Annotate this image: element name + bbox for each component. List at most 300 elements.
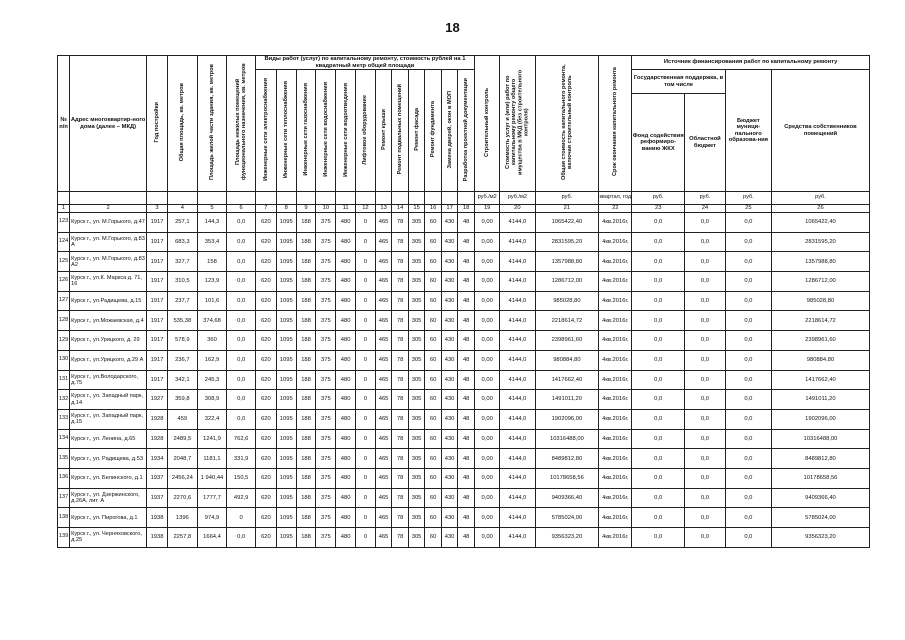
table-row (58, 488, 870, 508)
row-work-cost: 188 (296, 409, 316, 429)
column-number: 23 (632, 205, 685, 213)
row-work-cost: 78 (392, 232, 409, 252)
row-cost-total: 980884,80 (535, 350, 599, 370)
row-work-cost: 60 (425, 291, 442, 311)
row-term: 4кв.2016г. (599, 488, 632, 508)
column-number: 6 (227, 205, 256, 213)
row-work-cost: 60 (425, 213, 442, 233)
row-work-cost: 305 (408, 429, 425, 449)
header-municipal: Бюджет муници-пального образова-ния (725, 70, 771, 192)
row-municipal: 0,0 (725, 291, 771, 311)
row-area-nonres: 0,0 (227, 528, 256, 548)
row-work-cost: 465 (375, 252, 392, 272)
row-cost-total: 2831595,20 (535, 232, 599, 252)
row-work-cost: 375 (316, 488, 336, 508)
unit-cost-sqm: руб./м2 (500, 192, 535, 205)
row-municipal: 0,0 (725, 272, 771, 292)
row-work-cost: 305 (408, 331, 425, 351)
row-control: 0,00 (475, 429, 500, 449)
column-number: 3 (147, 205, 168, 213)
row-work-cost: 48 (458, 468, 475, 488)
row-cost-sqm: 4144,0 (500, 409, 535, 429)
row-work-cost: 60 (425, 232, 442, 252)
row-work-cost: 465 (375, 468, 392, 488)
row-owners: 985028,80 (771, 291, 869, 311)
row-year: 1937 (147, 468, 168, 488)
row-work-cost: 48 (458, 488, 475, 508)
column-number: 22 (599, 205, 632, 213)
row-work-cost: 375 (316, 528, 336, 548)
row-work-cost: 375 (316, 291, 336, 311)
column-number: 5 (197, 205, 227, 213)
row-work-cost: 48 (458, 449, 475, 469)
row-cost-sqm: 4144,0 (500, 468, 535, 488)
row-number: 136 (58, 468, 70, 488)
column-number: 11 (336, 205, 356, 213)
row-area-total: 1396 (167, 508, 197, 528)
row-municipal: 0,0 (725, 449, 771, 469)
row-work-cost: 188 (296, 468, 316, 488)
row-municipal: 0,0 (725, 508, 771, 528)
header-regional: Областной бюджет (685, 94, 726, 192)
row-work-cost: 430 (441, 331, 458, 351)
row-work-cost: 620 (255, 449, 276, 469)
row-work-cost: 48 (458, 409, 475, 429)
row-work-cost: 188 (296, 291, 316, 311)
row-work-cost: 480 (336, 488, 356, 508)
row-work-cost: 480 (336, 291, 356, 311)
row-cost-total: 1286712,00 (535, 272, 599, 292)
row-area-nonres: 0,0 (227, 213, 256, 233)
row-cost-total: 985028,80 (535, 291, 599, 311)
row-fund: 0,0 (632, 232, 685, 252)
row-control: 0,00 (475, 390, 500, 410)
row-work-cost: 430 (441, 291, 458, 311)
row-work-cost: 48 (458, 331, 475, 351)
row-work-cost: 1095 (276, 390, 296, 410)
row-work-cost: 465 (375, 429, 392, 449)
row-work-cost: 375 (316, 370, 336, 390)
row-work-cost: 465 (375, 213, 392, 233)
row-control: 0,00 (475, 370, 500, 390)
row-number: 132 (58, 390, 70, 410)
row-owners: 2398961,60 (771, 331, 869, 351)
row-area-living: 974,9 (197, 508, 227, 528)
row-regional: 0,0 (685, 370, 726, 390)
row-owners: 2218614,72 (771, 311, 869, 331)
row-control: 0,00 (475, 449, 500, 469)
row-work-cost: 78 (392, 370, 409, 390)
row-work-cost: 1095 (276, 508, 296, 528)
row-work-cost: 465 (375, 272, 392, 292)
row-year: 1938 (147, 508, 168, 528)
row-fund: 0,0 (632, 350, 685, 370)
row-work-cost: 48 (458, 429, 475, 449)
row-work-cost: 620 (255, 311, 276, 331)
row-control: 0,00 (475, 232, 500, 252)
row-work-cost: 60 (425, 350, 442, 370)
row-regional: 0,0 (685, 468, 726, 488)
row-area-total: 236,7 (167, 350, 197, 370)
header-control: Строительный контроль (475, 56, 500, 192)
row-area-total: 2456,24 (167, 468, 197, 488)
row-work-cost: 620 (255, 528, 276, 548)
row-work-cost: 480 (336, 252, 356, 272)
row-owners: 980884,80 (771, 350, 869, 370)
header-sources-group: Источник финансирования работ по капитальному ремонту (632, 56, 870, 70)
row-control: 0,00 (475, 488, 500, 508)
row-work-cost: 430 (441, 390, 458, 410)
row-address: Курск г., ул. Западный парк, д.14 (70, 390, 147, 410)
row-term: 4кв.2016г. (599, 508, 632, 528)
row-fund: 0,0 (632, 370, 685, 390)
row-area-living: 374,68 (197, 311, 227, 331)
row-municipal: 0,0 (725, 528, 771, 548)
row-year: 1917 (147, 370, 168, 390)
row-cost-total: 9356323,20 (535, 528, 599, 548)
row-regional: 0,0 (685, 449, 726, 469)
row-work-cost: 48 (458, 291, 475, 311)
row-work-cost: 48 (458, 390, 475, 410)
row-work-cost: 620 (255, 213, 276, 233)
row-cost-sqm: 4144,0 (500, 272, 535, 292)
row-year: 1934 (147, 449, 168, 469)
row-fund: 0,0 (632, 252, 685, 272)
row-cost-sqm: 4144,0 (500, 350, 535, 370)
row-work-cost: 620 (255, 508, 276, 528)
row-area-nonres: 331,9 (227, 449, 256, 469)
row-control: 0,00 (475, 252, 500, 272)
row-work-cost: 480 (336, 370, 356, 390)
row-work-cost: 430 (441, 449, 458, 469)
column-number: 21 (535, 205, 599, 213)
row-work-cost: 78 (392, 390, 409, 410)
table-row (58, 528, 870, 548)
row-year: 1917 (147, 272, 168, 292)
row-work-cost: 480 (336, 508, 356, 528)
row-term: 4кв.2016г. (599, 311, 632, 331)
row-work-cost: 0 (356, 468, 376, 488)
row-work-cost: 305 (408, 468, 425, 488)
row-fund: 0,0 (632, 488, 685, 508)
row-work-cost: 1095 (276, 350, 296, 370)
row-work-cost: 465 (375, 291, 392, 311)
row-area-total: 342,1 (167, 370, 197, 390)
row-area-nonres: 0,0 (227, 291, 256, 311)
row-area-total: 578,9 (167, 331, 197, 351)
row-work-cost: 430 (441, 272, 458, 292)
row-work-cost: 0 (356, 528, 376, 548)
row-address: Курск г., ул.Можаевская, д.4 (70, 311, 147, 331)
row-work-cost: 188 (296, 311, 316, 331)
row-term: 4кв.2016г. (599, 468, 632, 488)
row-work-cost: 1095 (276, 449, 296, 469)
row-area-total: 2257,8 (167, 528, 197, 548)
row-municipal: 0,0 (725, 232, 771, 252)
row-address: Курск г., ул. Ленина, д.65 (70, 429, 147, 449)
unit-regional: руб. (685, 192, 726, 205)
row-address: Курск г., ул.Урицкого, д.29 А (70, 350, 147, 370)
row-area-living: 1664,4 (197, 528, 227, 548)
row-area-nonres: 762,6 (227, 429, 256, 449)
row-work-cost: 1095 (276, 429, 296, 449)
row-address: Курск г., ул. М.Горького, д.83 А (70, 232, 147, 252)
column-number: 7 (255, 205, 276, 213)
row-address: Курск г., ул. Черняховского, д.25 (70, 528, 147, 548)
row-work-cost: 60 (425, 390, 442, 410)
row-year: 1928 (147, 409, 168, 429)
row-work-cost: 1095 (276, 468, 296, 488)
header-no: № п/п (58, 56, 70, 192)
row-work-cost: 465 (375, 409, 392, 429)
row-cost-sqm: 4144,0 (500, 429, 535, 449)
row-fund: 0,0 (632, 468, 685, 488)
row-address: Курск г., ул.Радищева, д.15 (70, 291, 147, 311)
header-fund: Фонд содействия реформиро-ванию ЖКХ (632, 94, 685, 192)
row-area-total: 535,38 (167, 311, 197, 331)
row-work-cost: 48 (458, 272, 475, 292)
row-work-cost: 188 (296, 528, 316, 548)
row-work-cost: 188 (296, 213, 316, 233)
row-work-cost: 620 (255, 252, 276, 272)
row-work-cost: 375 (316, 508, 336, 528)
row-municipal: 0,0 (725, 350, 771, 370)
row-cost-sqm: 4144,0 (500, 528, 535, 548)
row-fund: 0,0 (632, 528, 685, 548)
row-area-nonres: 0,0 (227, 272, 256, 292)
row-work-cost: 375 (316, 409, 336, 429)
row-cost-total: 2218614,72 (535, 311, 599, 331)
row-area-nonres: 0,0 (227, 232, 256, 252)
row-work-cost: 78 (392, 488, 409, 508)
row-work-cost: 0 (356, 252, 376, 272)
row-work-cost: 430 (441, 252, 458, 272)
row-year: 1917 (147, 232, 168, 252)
row-area-nonres: 0,0 (227, 409, 256, 429)
row-work-cost: 465 (375, 350, 392, 370)
row-work-cost: 78 (392, 508, 409, 528)
row-work-cost: 60 (425, 528, 442, 548)
row-fund: 0,0 (632, 409, 685, 429)
row-area-living: 1181,1 (197, 449, 227, 469)
row-address: Курск г., ул. М.Горького, д.47 (70, 213, 147, 233)
row-work-cost: 620 (255, 232, 276, 252)
unit-control: руб./м2 (475, 192, 500, 205)
row-work-cost: 188 (296, 429, 316, 449)
row-work-cost: 0 (356, 390, 376, 410)
row-municipal: 0,0 (725, 468, 771, 488)
units-row (58, 192, 870, 205)
row-work-cost: 305 (408, 272, 425, 292)
row-work-cost: 480 (336, 272, 356, 292)
row-work-cost: 480 (336, 350, 356, 370)
column-number: 25 (725, 205, 771, 213)
row-work-cost: 1095 (276, 232, 296, 252)
row-work-cost: 0 (356, 370, 376, 390)
header-work-9: Ремонт фасада (408, 70, 425, 192)
row-work-cost: 78 (392, 350, 409, 370)
row-regional: 0,0 (685, 429, 726, 449)
row-control: 0,00 (475, 350, 500, 370)
row-control: 0,00 (475, 311, 500, 331)
row-work-cost: 188 (296, 488, 316, 508)
row-control: 0,00 (475, 409, 500, 429)
row-term: 4кв.2016г. (599, 272, 632, 292)
row-fund: 0,0 (632, 429, 685, 449)
table-row (58, 331, 870, 351)
row-work-cost: 305 (408, 350, 425, 370)
row-work-cost: 78 (392, 311, 409, 331)
row-regional: 0,0 (685, 311, 726, 331)
row-fund: 0,0 (632, 213, 685, 233)
row-number: 133 (58, 409, 70, 429)
table-row (58, 429, 870, 449)
row-work-cost: 465 (375, 331, 392, 351)
row-work-cost: 620 (255, 409, 276, 429)
row-work-cost: 465 (375, 232, 392, 252)
row-work-cost: 1095 (276, 370, 296, 390)
row-work-cost: 305 (408, 213, 425, 233)
row-regional: 0,0 (685, 232, 726, 252)
row-owners: 5785024,00 (771, 508, 869, 528)
header-term: Срок окончания капитального ремонта (599, 56, 632, 192)
header-area-nonres: Площадь нежилых помещений функционального назначения, кв. метров (227, 56, 256, 192)
column-number: 18 (458, 205, 475, 213)
unit-owners: руб. (771, 192, 869, 205)
row-work-cost: 1095 (276, 272, 296, 292)
row-regional: 0,0 (685, 488, 726, 508)
row-area-nonres: 492,9 (227, 488, 256, 508)
header-state-support: Государственная поддержка, в том числе (632, 70, 725, 94)
row-work-cost: 0 (356, 291, 376, 311)
row-work-cost: 375 (316, 311, 336, 331)
row-year: 1917 (147, 311, 168, 331)
row-control: 0,00 (475, 528, 500, 548)
row-area-total: 2270,6 (167, 488, 197, 508)
row-cost-total: 1357988,80 (535, 252, 599, 272)
row-fund: 0,0 (632, 390, 685, 410)
row-owners: 10316488,00 (771, 429, 869, 449)
row-work-cost: 60 (425, 409, 442, 429)
row-area-living: 123,9 (197, 272, 227, 292)
row-work-cost: 375 (316, 429, 336, 449)
row-work-cost: 78 (392, 252, 409, 272)
row-work-cost: 305 (408, 252, 425, 272)
row-area-living: 101,6 (197, 291, 227, 311)
header-owners: Средства собственников помещений (771, 70, 869, 192)
row-term: 4кв.2016г. (599, 429, 632, 449)
row-work-cost: 78 (392, 291, 409, 311)
row-number: 130 (58, 350, 70, 370)
row-regional: 0,0 (685, 331, 726, 351)
row-work-cost: 465 (375, 390, 392, 410)
column-numbers-row (58, 205, 870, 213)
row-address: Курск г., ул. Пирогова, д.1 (70, 508, 147, 528)
row-cost-sqm: 4144,0 (500, 232, 535, 252)
row-work-cost: 305 (408, 390, 425, 410)
row-cost-sqm: 4144,0 (500, 252, 535, 272)
row-owners: 1417662,40 (771, 370, 869, 390)
header-area-living: Площадь жилой части здания, кв. метров (197, 56, 227, 192)
row-work-cost: 375 (316, 449, 336, 469)
row-cost-total: 10178658,56 (535, 468, 599, 488)
row-owners: 1902096,00 (771, 409, 869, 429)
row-area-nonres: 150,5 (227, 468, 256, 488)
row-work-cost: 375 (316, 252, 336, 272)
header-work-10: Ремонт фундамента (425, 70, 442, 192)
row-number: 123 (58, 213, 70, 233)
row-work-cost: 48 (458, 350, 475, 370)
row-work-cost: 1095 (276, 331, 296, 351)
row-work-cost: 620 (255, 331, 276, 351)
header-work-8: Ремонт подвальных помещений (392, 70, 409, 192)
row-municipal: 0,0 (725, 252, 771, 272)
row-work-cost: 480 (336, 449, 356, 469)
row-number: 126 (58, 272, 70, 292)
row-work-cost: 430 (441, 468, 458, 488)
row-work-cost: 48 (458, 213, 475, 233)
table-row (58, 449, 870, 469)
column-number: 15 (408, 205, 425, 213)
row-owners: 2831595,20 (771, 232, 869, 252)
row-work-cost: 188 (296, 232, 316, 252)
row-work-cost: 188 (296, 390, 316, 410)
row-area-living: 1777,7 (197, 488, 227, 508)
table-row (58, 252, 870, 272)
row-year: 1917 (147, 252, 168, 272)
row-work-cost: 480 (336, 311, 356, 331)
row-area-total: 2489,5 (167, 429, 197, 449)
row-work-cost: 0 (356, 213, 376, 233)
row-fund: 0,0 (632, 449, 685, 469)
row-work-cost: 0 (356, 449, 376, 469)
row-cost-sqm: 4144,0 (500, 508, 535, 528)
row-municipal: 0,0 (725, 488, 771, 508)
row-number: 131 (58, 370, 70, 390)
row-work-cost: 188 (296, 252, 316, 272)
row-owners: 1491011,20 (771, 390, 869, 410)
row-work-cost: 0 (356, 429, 376, 449)
row-year: 1917 (147, 350, 168, 370)
table-row (58, 272, 870, 292)
unit-term: квартал, год (599, 192, 632, 205)
column-number: 9 (296, 205, 316, 213)
row-control: 0,00 (475, 468, 500, 488)
row-work-cost: 430 (441, 528, 458, 548)
row-work-cost: 305 (408, 449, 425, 469)
row-work-cost: 1095 (276, 488, 296, 508)
row-work-cost: 305 (408, 370, 425, 390)
row-work-cost: 305 (408, 291, 425, 311)
unit-cost-total: руб. (535, 192, 599, 205)
row-term: 4кв.2016г. (599, 528, 632, 548)
row-work-cost: 465 (375, 528, 392, 548)
row-work-cost: 60 (425, 331, 442, 351)
row-municipal: 0,0 (725, 390, 771, 410)
header-work-1: Инженерные сети электроснабжения (255, 70, 276, 192)
row-work-cost: 60 (425, 449, 442, 469)
row-work-cost: 465 (375, 508, 392, 528)
header-work-2: Инженерные сети теплоснабжения (276, 70, 296, 192)
row-area-nonres: 0,0 (227, 252, 256, 272)
row-cost-sqm: 4144,0 (500, 311, 535, 331)
row-work-cost: 375 (316, 272, 336, 292)
row-work-cost: 0 (356, 350, 376, 370)
row-term: 4кв.2016г. (599, 350, 632, 370)
row-area-living: 1241,9 (197, 429, 227, 449)
row-work-cost: 620 (255, 488, 276, 508)
header-work-7: Ремонт крыши (375, 70, 392, 192)
